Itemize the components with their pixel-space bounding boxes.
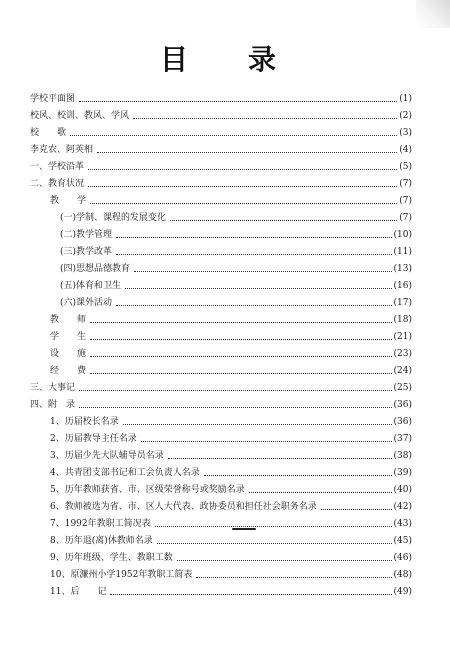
toc-entry-page: (2) [399, 111, 412, 121]
toc-entry-label: 1、历届校长名录 [50, 417, 119, 427]
toc-entry[interactable] [30, 90, 412, 105]
toc-entry-label: 4、共青团支部书记和工会负责人名录 [50, 468, 200, 478]
toc-entry[interactable] [50, 583, 412, 598]
toc-entry-page: (24) [393, 366, 412, 376]
toc-entry-page: (18) [393, 315, 412, 325]
toc-entry[interactable] [50, 481, 412, 496]
ink-mark [232, 528, 256, 530]
toc-entry-page: (36) [393, 417, 412, 427]
toc-entry-label: 5、历年教师获省、市、区级荣誉称号或奖励名录 [50, 485, 245, 495]
toc-entry-label: 9、历年班级、学生、教职工数 [50, 553, 173, 563]
toc-entry-page: (49) [393, 587, 412, 597]
toc-entry-label: 二、教育状况 [30, 179, 85, 189]
toc-entry-page: (4) [399, 145, 412, 155]
toc-entry-label: 8、历年退(离)休教师名录 [50, 536, 153, 546]
leader-dots [116, 305, 391, 306]
toc-entry[interactable] [60, 277, 412, 292]
leader-dots [321, 509, 392, 510]
toc-entry-label: 李克农、阿英相 [30, 145, 94, 155]
toc-entry-page: (48) [393, 570, 412, 580]
toc-entry-page: (1) [399, 94, 412, 104]
toc-entry-page: (5) [399, 162, 412, 172]
leader-dots [177, 560, 392, 561]
leader-dots [249, 492, 392, 493]
leader-dots [97, 152, 397, 153]
leader-dots [116, 254, 391, 255]
toc-entry[interactable] [50, 413, 412, 428]
toc-entry-label: 教 师 [50, 315, 87, 325]
toc-entry-label: 教 学 [50, 196, 87, 206]
toc-entry[interactable] [50, 549, 412, 564]
toc-entry-page: (11) [393, 247, 412, 257]
leader-dots [79, 407, 392, 408]
toc-entry[interactable] [60, 260, 412, 275]
toc-entry-label: 校风、校训、教风、学风 [30, 111, 130, 121]
toc-entry-label: 四、附 录 [30, 400, 76, 410]
toc-entry[interactable] [30, 141, 412, 156]
toc-entry-label: (一)学制、课程的发展变化 [60, 213, 167, 223]
leader-dots [88, 186, 397, 187]
page-title-char-2: 录 [248, 43, 277, 76]
toc-entry-page: (45) [393, 536, 412, 546]
toc-entry-page: (10) [393, 230, 412, 240]
toc-entry-label: (三)教学改革 [60, 247, 113, 257]
toc-entry-label: 3、历届少先大队辅导员名录 [50, 451, 164, 461]
toc-entry-page: (39) [393, 468, 412, 478]
leader-dots [125, 288, 391, 289]
toc-entry-label: 2、历届教导主任名录 [50, 434, 137, 444]
toc-entry-page: (46) [393, 553, 412, 563]
toc-entry-page: (16) [393, 281, 412, 291]
toc-entry-label: (五)体育和卫生 [60, 281, 122, 291]
toc-entry-label: 6、教师被选为省、市、区人大代表、政协委员和担任社会职务名录 [50, 502, 317, 512]
toc-entry[interactable] [50, 362, 412, 377]
toc-entry-label: 7、1992年教职工简况表 [50, 519, 151, 529]
toc-entry[interactable] [30, 107, 412, 122]
page-title-char-1: 目 [160, 43, 189, 76]
toc-entry[interactable] [30, 396, 412, 411]
leader-dots [155, 526, 392, 527]
toc-entry-page: (25) [393, 383, 412, 393]
toc-entry[interactable] [50, 192, 412, 207]
toc-entry[interactable] [30, 158, 412, 173]
toc-entry-page: (42) [393, 502, 412, 512]
toc-entry[interactable] [30, 175, 412, 190]
toc-entry-label: 学校平面图 [30, 94, 76, 104]
leader-dots [196, 577, 391, 578]
toc-entry-page: (37) [393, 434, 412, 444]
toc-entry-page: (21) [393, 332, 412, 342]
leader-dots [116, 237, 391, 238]
toc-entry-label: (二)教学管理 [60, 230, 113, 240]
toc-entry-page: (7) [399, 213, 412, 223]
toc-entry[interactable] [50, 311, 412, 326]
toc-entry-label: 学 生 [50, 332, 87, 342]
leader-dots [70, 135, 397, 136]
page-corner-shadow [416, 0, 450, 28]
toc-entry-label: 设 施 [50, 349, 87, 359]
toc-entry[interactable] [50, 328, 412, 343]
toc-entry-page: (7) [399, 179, 412, 189]
toc-entry-page: (23) [393, 349, 412, 359]
leader-dots [110, 594, 391, 595]
toc-entry[interactable] [50, 464, 412, 479]
leader-dots [133, 118, 397, 119]
toc-entry-label: 三、大事记 [30, 383, 76, 393]
leader-dots [134, 271, 391, 272]
toc-entry[interactable] [50, 430, 412, 445]
leader-dots [123, 424, 392, 425]
toc-entry-label: (四)思想品德教育 [60, 264, 131, 274]
leader-dots [88, 169, 397, 170]
leader-dots [79, 390, 392, 391]
toc-entry-page: (3) [399, 128, 412, 138]
page-title [0, 42, 450, 78]
leader-dots [90, 373, 392, 374]
toc-entry[interactable] [50, 566, 412, 581]
toc-entry-page: (13) [393, 264, 412, 274]
toc-entry-label: 校 歌 [30, 128, 67, 138]
leader-dots [204, 475, 392, 476]
toc-entry[interactable] [50, 447, 412, 462]
toc-entry-page: (43) [393, 519, 412, 529]
toc-entry[interactable] [50, 515, 412, 530]
toc-entry-label: (六)课外活动 [60, 298, 113, 308]
toc-entry[interactable] [50, 345, 412, 360]
toc-entry[interactable] [60, 226, 412, 241]
toc-entry-label: 经 费 [50, 366, 87, 376]
leader-dots [90, 203, 397, 204]
toc-entry-page: (40) [393, 485, 412, 495]
leader-dots [157, 543, 392, 544]
leader-dots [170, 220, 397, 221]
toc-entry-page: (17) [393, 298, 412, 308]
leader-dots [141, 441, 392, 442]
toc-entry[interactable] [50, 498, 412, 513]
toc-entry[interactable] [30, 379, 412, 394]
leader-dots [90, 322, 392, 323]
toc-entry-page: (38) [393, 451, 412, 461]
toc-entry[interactable] [60, 209, 412, 224]
toc-entry-label: 10、原濂州小学1952年教职工简表 [50, 570, 193, 580]
leader-dots [90, 356, 392, 357]
toc-entry[interactable] [60, 243, 412, 258]
toc-entry[interactable] [60, 294, 412, 309]
toc-entry-label: 11、后 记 [50, 587, 107, 597]
leader-dots [168, 458, 392, 459]
toc-entry[interactable] [50, 532, 412, 547]
toc-entry-label: 一、学校沿革 [30, 162, 85, 172]
leader-dots [79, 101, 397, 102]
leader-dots [90, 339, 392, 340]
toc-entry[interactable] [30, 124, 412, 139]
toc-entry-page: (7) [399, 196, 412, 206]
toc-entry-page: (36) [393, 400, 412, 410]
